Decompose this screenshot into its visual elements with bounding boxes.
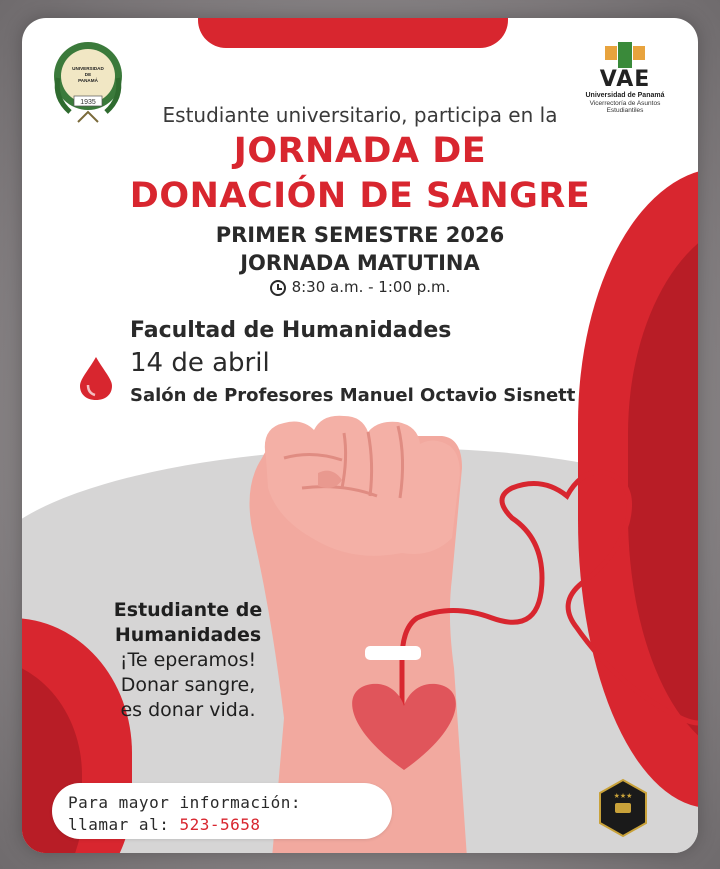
university-logo-year: 1935 — [80, 99, 96, 106]
raised-fist-icon — [605, 42, 645, 68]
svg-text:PANAMÁ: PANAMÁ — [78, 78, 98, 83]
vae-department-1: Vicerrectoría de Asuntos — [589, 100, 661, 107]
event-date: 14 de abril — [130, 348, 270, 378]
vae-department-2: Estudiantiles — [606, 107, 644, 114]
semester-line-1: PRIMER SEMESTRE 2026 — [215, 223, 505, 247]
bandage — [365, 646, 421, 660]
event-location: Salón de Profesores Manuel Octavio Sisnett — [130, 385, 576, 406]
svg-text:UNIVERSIDAD: UNIVERSIDAD — [72, 66, 104, 71]
contact-phone[interactable]: 523-5658 — [179, 815, 261, 834]
poster-card — [22, 18, 698, 853]
semester-line-2: JORNADA MATUTINA — [240, 251, 480, 275]
svg-text:DE: DE — [84, 72, 92, 77]
message-bold-2: Humanidades — [114, 624, 262, 646]
contact-line-1: Para mayor información: — [68, 793, 302, 812]
vae-institution: Universidad de Panamá — [585, 92, 665, 99]
blood-drop-icon — [78, 355, 114, 401]
vae-acronym: VAE — [599, 67, 651, 92]
rating-badge-icon — [596, 778, 650, 838]
schedule-time: 8:30 a.m. - 1:00 p.m. — [291, 278, 451, 296]
schedule-row — [22, 278, 698, 296]
invitation-message — [88, 598, 288, 723]
contact-prefix: llamar al: — [68, 815, 180, 834]
event-faculty: Facultad de Humanidades — [130, 318, 452, 343]
contact-line-2 — [68, 815, 261, 834]
title-line-2: DONACIÓN DE SANGRE — [129, 176, 591, 216]
svg-text:★★★: ★★★ — [613, 792, 633, 800]
message-line-5: es donar vida. — [120, 699, 256, 721]
contact-info-pill — [52, 783, 392, 839]
message-line-4: Donar sangre, — [120, 674, 256, 696]
message-line-3: ¡Te eperamos! — [119, 649, 257, 671]
clock-icon — [270, 280, 286, 296]
intro-text: Estudiante universitario, participa en la — [162, 103, 558, 127]
message-bold-1: Estudiante de — [113, 599, 263, 621]
title-line-1: JORNADA DE — [233, 131, 487, 171]
